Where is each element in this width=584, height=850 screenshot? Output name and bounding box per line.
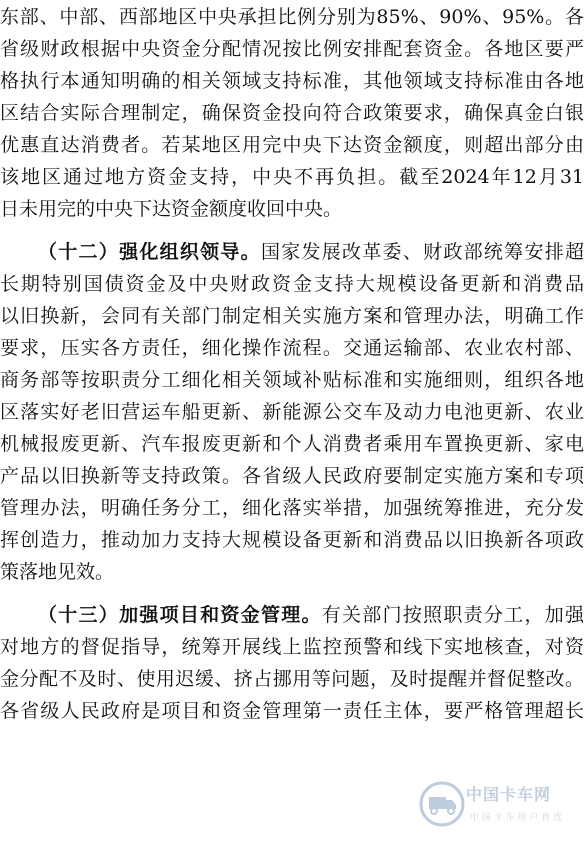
text-segment: 有关部门按照职责分工，加强 <box>321 604 584 626</box>
text-line: 对地方的督促指导，统筹开展线上监控预警和线下实地核查，对资 <box>0 636 584 658</box>
text-line: 该地区通过地方资金支持，中央不再负担。截至2024年12月31 <box>0 166 584 188</box>
watermark-name: 中国卡车网 <box>466 785 552 804</box>
section-heading: （十三）加强项目和资金管理。 <box>38 604 322 626</box>
text-line: 长期特别国债资金及中央财政资金支持大规模设备更新和消费品 <box>0 273 584 295</box>
text-line: 优惠直达消费者。若某地区用完中央下达资金额度，则超出部分由 <box>0 134 584 156</box>
text-line: 格执行本通知明确的相关领域支持标准，其他领域支持标准由各地 <box>0 70 584 92</box>
text-segment: 国家发展改革委、财政部统筹安排超 <box>260 241 584 263</box>
text-line: 省级财政根据中央资金分配情况按比例安排配套资金。各地区要严 <box>0 38 584 60</box>
text-line: 以旧换新，会同有关部门制定相关实施方案和管理办法，明确工作 <box>0 305 584 327</box>
text-line: 各省级人民政府是项目和资金管理第一责任主体，要严格管理超长 <box>0 700 584 722</box>
text-line: 产品以旧换新等支持政策。各省级人民政府要制定实施方案和专项 <box>0 465 584 487</box>
text-line: 商务部等按职责分工细化相关领域补贴标准和实施细则，组织各地 <box>0 369 584 391</box>
text-line: 金分配不及时、使用迟缓、挤占挪用等问题，及时提醒并督促整改。 <box>0 668 584 690</box>
text-line: 区结合实际合理制定，确保资金投向符合政策要求，确保真金白银 <box>0 102 584 124</box>
section-13-first-line <box>38 600 584 630</box>
text-line: 要求，压实各方责任，细化操作流程。交通运输部、农业农村部、 <box>0 337 584 359</box>
text-line: 策落地见效。 <box>0 561 115 583</box>
truck-logo-icon <box>418 780 466 828</box>
watermark-tagline: 中 国 卡 车 用 户 首 选 <box>470 813 563 823</box>
text-line: 区落实好老旧营运车船更新、新能源公交车及动力电池更新、农业 <box>0 401 584 423</box>
text-line: 机械报废更新、汽车报废更新和个人消费者乘用车置换更新、家电 <box>0 433 584 455</box>
watermark-logo <box>418 776 578 834</box>
text-line: 东部、中部、西部地区中央承担比例分别为85%、90%、95%。各 <box>0 6 584 28</box>
text-line: 管理办法，明确任务分工，细化落实举措，加强统筹推进，充分发 <box>0 497 584 519</box>
section-heading: （十二）强化组织领导。 <box>38 241 261 263</box>
text-line: 挥创造力，推动加力支持大规模设备更新和消费品以旧换新各项政 <box>0 529 584 551</box>
text-line: 日未用完的中央下达资金额度收回中央。 <box>0 198 343 220</box>
section-12-first-line <box>38 237 584 267</box>
